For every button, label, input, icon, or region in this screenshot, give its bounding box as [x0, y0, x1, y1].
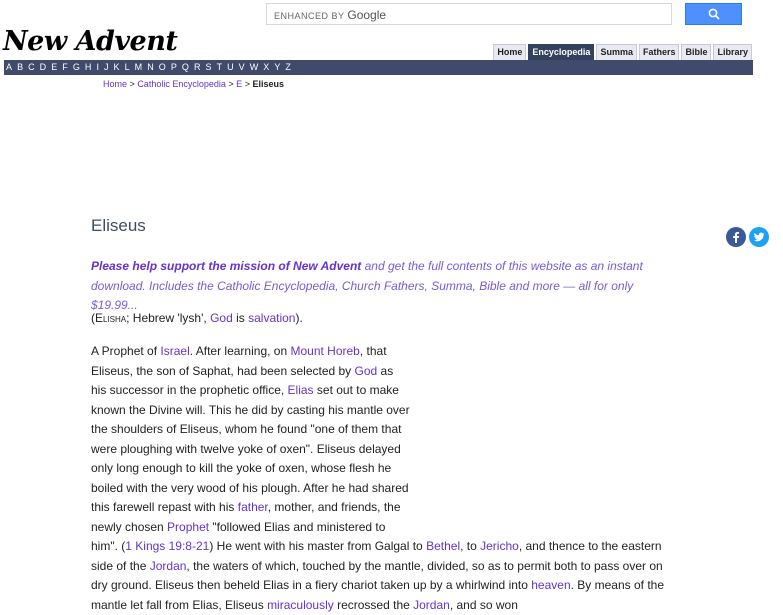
facebook-icon[interactable] — [726, 227, 746, 247]
alphabet-link[interactable]: A — [6, 62, 13, 72]
link-father[interactable]: father — [237, 500, 268, 514]
breadcrumb-encyclopedia[interactable]: Catholic Encyclopedia — [137, 79, 226, 89]
alphabet-link[interactable]: N — [147, 62, 154, 72]
breadcrumb-letter[interactable]: E — [236, 79, 243, 89]
elisha-name: Elisha — [95, 311, 127, 325]
alphabet-link[interactable]: I — [96, 62, 99, 72]
article-body: A Prophet of Israel. After learning, on Mount Horeb, that Eliseus, the son of Saphat, had been selected by God as his successor in the prophetic office, Elias set out to make known the Divine will. This he did by casting his mantle over the shoulders of Eliseus, whom he found "one of them that were ploughing with twelve yoke of oxen". Eliseus delayed only long enough to kill the yoke of oxen, whose flesh he boiled with the very wood of his plough. After he had shared this farewell repast with his father, mother, and friends, the newly chosen Prophet "followed Elias and ministered to him". (1 Kings 19:8-21) He went with his master from Galgal to Bethel, to Jericho, and thence to the eastern side of the Jordan, the waters of which, touched by the mantle, divided, so as to permit both to pass over on dry ground. Eliseus then beheld Elias in a fiery chariot taken up by a whirlwind into heaven. By means of the mantle let fall from Elias, Eliseus miraculously recrossed the Jordan, and so won — [91, 344, 665, 612]
page-title: Eliseus — [91, 216, 146, 235]
nav-library[interactable]: Library — [713, 44, 752, 61]
nav-fathers[interactable]: Fathers — [639, 44, 680, 61]
alphabet-link[interactable]: P — [170, 62, 177, 72]
breadcrumb-separator: > — [129, 79, 135, 89]
alphabet-link[interactable]: D — [39, 62, 47, 72]
support-bold: Please help support the mission of New Advent — [91, 259, 362, 273]
alphabet-link[interactable]: Z — [285, 62, 291, 72]
link-god[interactable]: God — [210, 311, 233, 325]
link-bethel[interactable]: Bethel — [426, 539, 461, 553]
link-jericho[interactable]: Jericho — [480, 539, 519, 553]
alphabet-link[interactable]: G — [72, 62, 80, 72]
twitter-icon[interactable] — [749, 227, 769, 247]
search-enhanced-label: ENHANCED BY Google — [274, 8, 387, 22]
alphabet-link[interactable]: Y — [274, 62, 281, 72]
etymology: (Elisha; Hebrew 'lysh', God is salvation). — [91, 311, 303, 325]
link-heaven[interactable]: heaven — [531, 578, 571, 592]
social-share — [726, 227, 769, 247]
link-god[interactable]: God — [354, 363, 378, 378]
support-message[interactable] — [91, 257, 661, 316]
google-brand: Google — [347, 8, 387, 22]
alphabet-link[interactable]: O — [158, 62, 166, 72]
link-jordan[interactable]: Jordan — [149, 558, 187, 573]
alphabet-link[interactable]: F — [62, 62, 68, 72]
alphabet-link[interactable]: S — [205, 62, 212, 72]
breadcrumb — [103, 79, 284, 89]
breadcrumb-home[interactable]: Home — [103, 79, 128, 89]
search-input[interactable] — [266, 3, 672, 25]
search-button[interactable] — [685, 3, 742, 25]
link-miraculously[interactable]: miraculously — [267, 597, 334, 612]
support-text: and get the full contents of this website as an instant download. Includes the Catholic Encyclopedia, Church Fathers, Summa, Bible and more — all for only $19.99... — [91, 259, 643, 312]
nav-home[interactable]: Home — [493, 44, 526, 61]
breadcrumb-separator: > — [244, 79, 250, 89]
alphabet-link[interactable]: K — [113, 62, 120, 72]
alphabet-link[interactable]: E — [51, 62, 58, 72]
breadcrumb-separator: > — [228, 79, 234, 89]
link-salvation[interactable]: salvation — [248, 311, 296, 325]
alphabet-link[interactable]: X — [263, 62, 270, 72]
alphabet-link[interactable]: J — [104, 62, 109, 72]
link-jordan[interactable]: Jordan — [413, 597, 450, 612]
nav-encyclopedia[interactable]: Encyclopedia — [528, 44, 594, 61]
alphabet-link[interactable]: U — [227, 62, 234, 72]
search-icon — [708, 8, 720, 20]
alphabet-link[interactable]: V — [238, 62, 245, 72]
alphabet-link[interactable]: L — [124, 62, 130, 72]
link-1-kings[interactable]: 1 Kings 19:8-21 — [125, 539, 210, 553]
alphabet-link[interactable]: W — [249, 62, 259, 72]
link-prophet[interactable]: Prophet — [167, 519, 210, 534]
alphabet-link[interactable]: B — [17, 62, 24, 72]
link-elias[interactable]: Elias — [287, 383, 314, 397]
link-israel[interactable]: Israel — [160, 344, 190, 358]
nav-bible[interactable]: Bible — [681, 44, 711, 61]
alphabet-link[interactable]: H — [84, 62, 92, 72]
alphabet-link[interactable]: T — [216, 62, 223, 72]
alphabet-link[interactable]: M — [134, 62, 143, 72]
top-nav — [493, 44, 752, 61]
alphabet-link[interactable]: C — [28, 62, 35, 72]
alphabet-link[interactable]: R — [193, 62, 201, 72]
alphabet-bar — [4, 60, 753, 75]
breadcrumb-current: Eliseus — [252, 79, 285, 89]
link-mount-horeb[interactable]: Mount Horeb — [290, 344, 360, 358]
site-logo[interactable]: New Advent — [3, 26, 178, 57]
nav-summa[interactable]: Summa — [596, 44, 637, 61]
alphabet-link[interactable]: Q — [181, 62, 189, 72]
ad-space — [411, 342, 666, 537]
